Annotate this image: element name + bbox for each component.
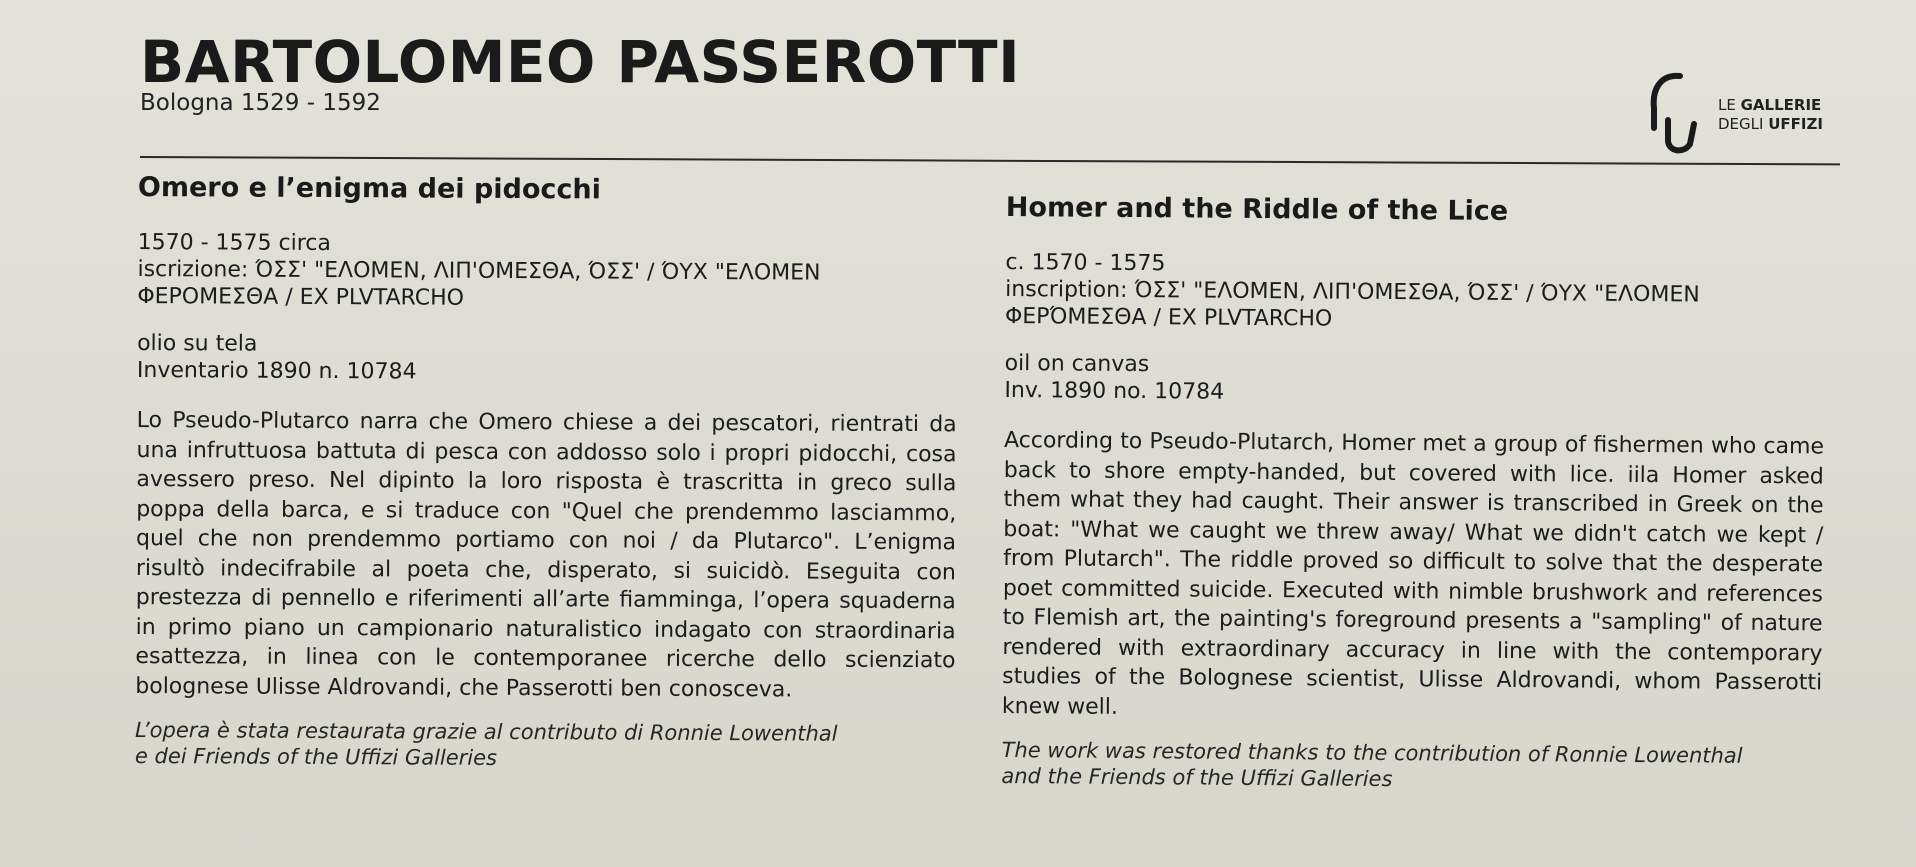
italian-inscription-line1: iscrizione: ΌΣΣ' "ΕΛΟΜΕΝ, ΛΙΠ'ΟΜΕΣΘΑ, ΌΣΣ' / ΌΥΧ "ΕΛΟΜΕΝ — [137, 256, 821, 286]
header-divider — [140, 156, 1840, 165]
italian-medium: olio su tela — [137, 330, 258, 357]
artist-name: BARTOLOMEO PASSEROTTI — [140, 28, 1021, 96]
italian-credit-line2: e dei Friends of the Uffizi Galleries — [134, 743, 498, 770]
italian-description: Lo Pseudo-Plutarco narra che Omero chiese a dei pescatori, rientrati da una infruttuosa battuta di pesca con addosso solo i propri pidocchi, cosa avessero preso. Nel dipinto la loro risposta è trascritta in greco sulla poppa della barca, e si traduce con "Quel che prendemmo lasciammo, quel che non prendemmo portiamo con noi / da Plutarco". L’enigma risultò indecifrabile al poeta che, disperato, si suicidò. Eseguita con prestezza di pennello e riferimenti all’arte fiamminga, l’opera squaderna in primo piano un campionario naturalistico indagato con straordinaria esattezza, in linea con le contemporanee ricerche dello scienziato bolognese Ulisse Aldrovandi, che Passerotti ben conosceva. — [135, 407, 957, 702]
english-inventory: Inv. 1890 no. 10784 — [1004, 377, 1225, 405]
english-meta — [1005, 249, 1836, 337]
english-inscription-line1: inscription: ΌΣΣ' "ΕΛΟΜΕΝ, ΛΙΠ'ΟΜΕΣΘΑ, ΌΣΣ' / ΌΥΧ "ΕΛΟΜΕΝ — [1005, 276, 1700, 308]
english-credit-line1: The work was restored thanks to the contribution of Ronnie Lowenthal — [1001, 737, 1743, 768]
logo-line2-bold: UFFIZI — [1768, 115, 1823, 133]
italian-meta — [137, 229, 967, 314]
logo-line2-plain: DEGLI — [1718, 115, 1769, 133]
italian-title: Omero e l’enigma dei pidocchi — [137, 172, 601, 206]
artist-dates: Bologna 1529 - 1592 — [140, 90, 381, 116]
italian-inventory: Inventario 1890 n. 10784 — [136, 357, 417, 385]
italian-date: 1570 - 1575 circa — [137, 229, 331, 257]
uffizi-logo-text — [1718, 96, 1823, 134]
italian-credit-line1: L’opera è stata restaurata grazie al contributo di Ronnie Lowenthal — [135, 717, 838, 746]
english-credit-line2: and the Friends of the Uffizi Galleries — [1001, 763, 1393, 792]
english-medium: oil on canvas — [1004, 350, 1150, 378]
english-description: According to Pseudo-Plutarch, Homer met a group of fishermen who came back to shore empty-handed, but covered with lice. iila Homer asked them what they had caught. Their answer is transcribed in Greek on the boat: "What we caught we threw away/ What we didn't catch we kept / from Plutarch". The riddle proved so difficult to solve that the desperate poet committed suicide. Executed with nimble brushwork and references to Flemish art, the painting's foreground presents a "sampling" of nature rendered with extraordinary accuracy in line with the contemporary studies of the Bolognese scientist, Ulisse Aldrovandi, whom Passerotti knew well. — [1001, 427, 1825, 720]
uffizi-logo-icon — [1640, 68, 1702, 158]
italian-credit — [135, 717, 965, 773]
english-credit — [1001, 737, 1831, 796]
logo-line1-bold: GALLERIE — [1740, 96, 1822, 114]
italian-column — [135, 172, 968, 773]
italian-inscription-line2: ΦΕΡΟΜΕΣΘΑ / EX PLVTARCHO — [137, 283, 465, 311]
english-details — [1004, 350, 1834, 411]
english-column — [1001, 192, 1836, 796]
english-inscription-line2: ΦΕΡΌΜΕΣΘΑ / EX PLVTARCHO — [1004, 303, 1333, 332]
english-date: c. 1570 - 1575 — [1005, 249, 1166, 277]
logo-line1-plain: LE — [1718, 96, 1741, 114]
english-title: Homer and the Riddle of the Lice — [1005, 192, 1509, 227]
italian-details — [137, 330, 967, 388]
uffizi-logo — [1640, 68, 1860, 158]
